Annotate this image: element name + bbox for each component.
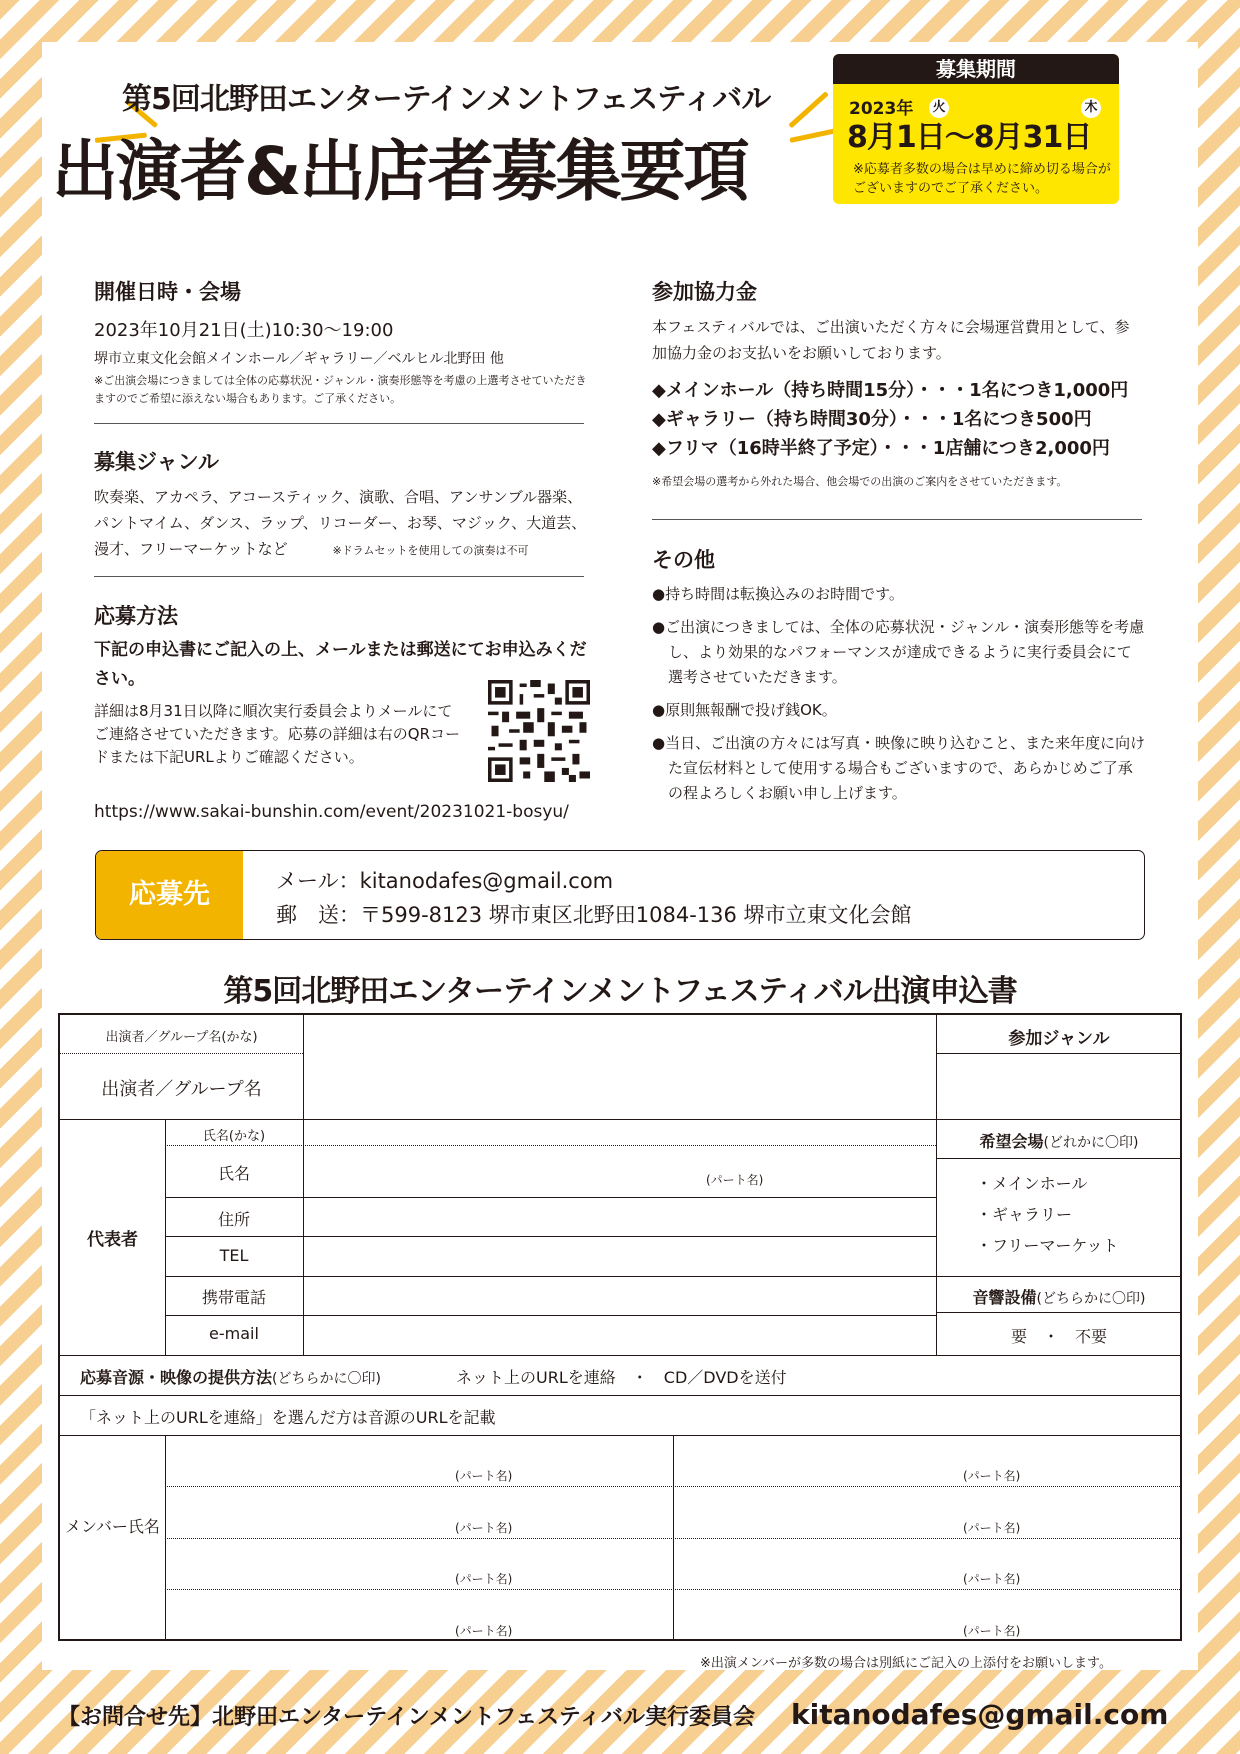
part-name-label: (パート名) bbox=[455, 1521, 513, 1535]
other-section bbox=[652, 544, 1146, 814]
email-label: e-mail bbox=[209, 1324, 259, 1343]
venue-option-flea-market[interactable]: ・フリーマーケット bbox=[976, 1236, 1119, 1255]
divider bbox=[94, 423, 584, 424]
footer-contact bbox=[58, 1698, 1168, 1731]
members-note: ※出演メンバーが多数の場合は別紙にご記入の上添付をお願いします。 bbox=[700, 1656, 1112, 1671]
period-label: 募集期間 bbox=[833, 54, 1119, 84]
group-kana-label: 出演者／グループ名(かな) bbox=[105, 1030, 258, 1045]
divider bbox=[652, 519, 1142, 520]
members-label: メンバー氏名 bbox=[65, 1517, 160, 1536]
media-options[interactable]: ネット上のURLを連絡 ・ CD／DVDを送付 bbox=[456, 1368, 787, 1387]
fee-item: ◆ギャラリー（持ち時間30分）・・・1名につき500円 bbox=[652, 409, 1092, 430]
end-weekday: 木 bbox=[1081, 98, 1101, 118]
page-title: 出演者&出店者募集要項 bbox=[52, 133, 748, 210]
contact-mail[interactable]: メール：kitanodafes@gmail.com bbox=[276, 869, 614, 893]
media-method-row: 応募音源・映像の提供方法(どちらかに〇印) ネット上のURLを連絡 ・ CD／DVDを送付 bbox=[80, 1368, 787, 1387]
event-info-section bbox=[94, 276, 588, 408]
fee-section bbox=[652, 276, 1142, 491]
venue-option-gallery[interactable]: ・ギャラリー bbox=[976, 1205, 1073, 1224]
divider bbox=[94, 576, 584, 577]
sound-choice-label: 音響設備(どちらかに〇印) bbox=[972, 1288, 1146, 1307]
apply-detail: 詳細は8月31日以降に順次実行委員会よりメールにてご連絡させていただきます。応募の詳細は右のQRコードまたは下記URLよりご確認ください。 bbox=[94, 702, 461, 766]
address-label: 住所 bbox=[217, 1210, 250, 1229]
part-name-label: (パート名) bbox=[706, 1173, 764, 1187]
name-label: 氏名 bbox=[217, 1164, 250, 1183]
apply-lead: 下記の申込書にご記入の上、メールまたは郵送にてお申込みください。 bbox=[94, 640, 587, 689]
event-heading: 開催日時・会場 bbox=[94, 280, 241, 304]
genre-section bbox=[94, 446, 594, 564]
venue-option-main-hall[interactable]: ・メインホール bbox=[976, 1174, 1088, 1193]
period-note: ※応募者多数の場合は早めに締め切る場合がございますのでご了承ください。 bbox=[853, 162, 1111, 196]
application-contact-box bbox=[95, 850, 1145, 940]
part-name-label: (パート名) bbox=[455, 1469, 513, 1483]
url-note: 「ネット上のURLを連絡」を選んだ方は音源のURLを記載 bbox=[80, 1408, 496, 1427]
contact-tag: 応募先 bbox=[96, 851, 243, 939]
fee-note: ※希望会場の選考から外れた場合、他会場での出演のご案内をさせていただきます。 bbox=[652, 475, 1068, 488]
representative-label: 代表者 bbox=[87, 1230, 138, 1250]
period-dates: 8月1日〜8月31日 bbox=[847, 120, 1092, 155]
qr-code-icon[interactable] bbox=[488, 680, 590, 782]
name-kana-label: 氏名(かな) bbox=[202, 1129, 266, 1144]
start-weekday: 火 bbox=[929, 98, 949, 118]
application-form bbox=[58, 1013, 1182, 1641]
genre-line: 吹奏楽、アカペラ、アコースティック、演歌、合唱、アンサンブル器楽、 bbox=[94, 488, 583, 506]
other-item: ●当日、ご出演の方々には写真・映像に映り込むこと、また来年度に向けた宣伝材料として使用する場合もございますので、あらかじめご了承の程よろしくお願い申し上げます。 bbox=[652, 734, 1146, 802]
part-name-label: (パート名) bbox=[963, 1624, 1021, 1638]
mobile-label: 携帯電話 bbox=[201, 1288, 266, 1307]
contact-post: 郵 送：〒599-8123 堺市東区北野田1084-136 堺市立東文化会館 bbox=[276, 903, 912, 927]
group-name-label: 出演者／グループ名 bbox=[101, 1079, 262, 1100]
footer-email[interactable]: kitanodafes@gmail.com bbox=[790, 1698, 1169, 1731]
fee-heading: 参加協力金 bbox=[652, 280, 757, 304]
other-item: ●ご出演につきましては、全体の応募状況・ジャンル・演奏形態等を考慮し、より効果的なパフォーマンスが達成できるように実行委員会にて選考させていただきます。 bbox=[652, 618, 1145, 686]
event-note: ※ご出演会場につきましては全体の応募状況・ジャンル・演奏形態等を考慮の上選考させていただきますのでご希望に添えない場合もあります。ご了承ください。 bbox=[94, 374, 587, 405]
part-name-label: (パート名) bbox=[455, 1572, 513, 1586]
footer-org: 【お問合せ先】北野田エンターテインメントフェスティバル実行委員会 bbox=[58, 1705, 755, 1730]
period-year: 2023年 bbox=[849, 99, 914, 119]
genre-line: パントマイム、ダンス、ラップ、リコーダー、お琴、マジック、大道芸、 bbox=[94, 514, 587, 532]
form-title: 第5回北野田エンターテインメントフェスティバル出演申込書 bbox=[223, 974, 1017, 1009]
event-datetime: 2023年10月21日(土)10:30〜19:00 bbox=[94, 320, 394, 341]
other-item: ●持ち時間は転換込みのお時間です。 bbox=[652, 585, 904, 603]
apply-url-link[interactable]: https://www.sakai-bunshin.com/event/20231021-bosyu/ bbox=[94, 802, 569, 822]
event-subtitle: 第5回北野田エンターテインメントフェスティバル bbox=[122, 82, 771, 117]
sound-options[interactable]: 要 ・ 不要 bbox=[1010, 1327, 1107, 1346]
part-name-label: (パート名) bbox=[963, 1469, 1021, 1483]
apply-heading: 応募方法 bbox=[94, 604, 178, 628]
venue-options bbox=[976, 1168, 1119, 1261]
other-heading: その他 bbox=[652, 548, 715, 572]
event-venue: 堺市立東文化会館メインホール／ギャラリー／ベルヒル北野田 他 bbox=[94, 351, 504, 367]
part-name-label: (パート名) bbox=[455, 1624, 513, 1638]
genre-heading: 募集ジャンル bbox=[94, 450, 220, 474]
genre-note: ※ドラムセットを使用しての演奏は不可 bbox=[332, 544, 529, 557]
recruit-period-box bbox=[833, 54, 1119, 204]
other-item: ●原則無報酬で投げ銭OK。 bbox=[652, 701, 837, 719]
genre-label: 参加ジャンル bbox=[1008, 1029, 1110, 1049]
tel-label: TEL bbox=[219, 1246, 249, 1265]
fee-item: ◆フリマ（16時半終了予定）・・・1店舗につき2,000円 bbox=[652, 438, 1110, 459]
part-name-label: (パート名) bbox=[963, 1521, 1021, 1535]
fee-intro: 本フェスティバルでは、ご出演いただく方々に会場運営費用として、参加協力金のお支払いをお願いしております。 bbox=[652, 318, 1130, 362]
genre-line: 漫才、フリーマーケットなど bbox=[94, 540, 288, 558]
venue-choice-label: 希望会場(どれかに〇印) bbox=[979, 1132, 1139, 1151]
fee-item: ◆メインホール（持ち時間15分）・・・1名につき1,000円 bbox=[652, 380, 1129, 401]
part-name-label: (パート名) bbox=[963, 1572, 1021, 1586]
